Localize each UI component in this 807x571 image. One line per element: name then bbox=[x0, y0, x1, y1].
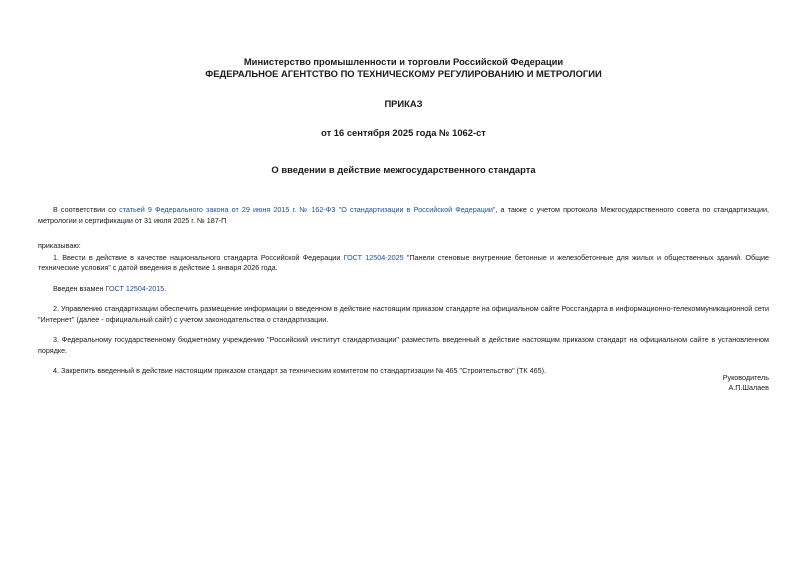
signature-block bbox=[723, 373, 769, 393]
document-title: О введении в действие межгосударственного стандарта bbox=[271, 164, 536, 175]
signature-name: А.П.Шалаев bbox=[728, 383, 769, 392]
gost-2025-link[interactable]: ГОСТ 12504-2025 bbox=[343, 252, 404, 262]
orders-label: приказываю: bbox=[38, 241, 81, 250]
intro-prefix: В соответствии со bbox=[53, 205, 120, 214]
gost-2015-link[interactable]: ГОСТ 12504-2015 bbox=[105, 283, 165, 293]
order-item-2: 2. Управлению стандартизации обеспечить размещение информации о введенном в действие настоящим приказом стандарте на официальном сайте Росстандарта в информационно-телекоммуникационной сети "Интернет" (далее - официальный сайт) с учетом законодательства о стандартизации. bbox=[38, 304, 769, 324]
agency-name: ФЕДЕРАЛЬНОЕ АГЕНТСТВО ПО ТЕХНИЧЕСКОМУ РЕГУЛИРОВАНИЮ И МЕТРОЛОГИИ bbox=[205, 68, 602, 79]
order-item-3: 3. Федеральному государственному бюджетному учреждению "Российский институт стандартизации" разместить введенный в действие настоящим приказом стандарт на официальном сайте в установленном порядке. bbox=[38, 335, 769, 355]
order-item-4: 4. Закрепить введенный в действие настоящим приказом стандарт за техническим комитетом по стандартизации № 465 "Строительство" (ТК 465). bbox=[53, 366, 546, 375]
replaced-standard bbox=[38, 284, 769, 295]
intro-paragraph bbox=[38, 205, 769, 226]
item1-suffix: "Панели стеновые внутренние бетонные и железобетонные для жилых и общественных зданий. Общие технические условия" с датой введения в действие 1 января 2026 года. bbox=[38, 252, 769, 272]
ministry-name: Министерство промышленности и торговли Российской Федерации bbox=[243, 56, 564, 67]
order-title: ПРИКАЗ bbox=[384, 98, 423, 109]
order-item-1 bbox=[38, 253, 769, 274]
replaced-prefix: Введен взамен bbox=[53, 283, 106, 293]
item1-prefix: 1. Ввести в действие в качестве национального стандарта Российской Федерации bbox=[53, 252, 344, 262]
order-date: от 16 сентября 2025 года № 1062-ст bbox=[321, 127, 486, 138]
intro-suffix: , а также с учетом протокола Межгосударственного совета по стандартизации, метрологии и сертификации от 31 июля 2025 г. № 187-П bbox=[38, 205, 769, 225]
document-page bbox=[38, 0, 769, 571]
signature-role: Руководитель bbox=[722, 373, 769, 382]
federal-law-link[interactable]: статьей 9 Федерального закона от 29 июня 2015 г. № 162-ФЗ "О стандартизации в Российской Федерации" bbox=[119, 205, 496, 214]
replaced-suffix: . bbox=[164, 283, 167, 293]
